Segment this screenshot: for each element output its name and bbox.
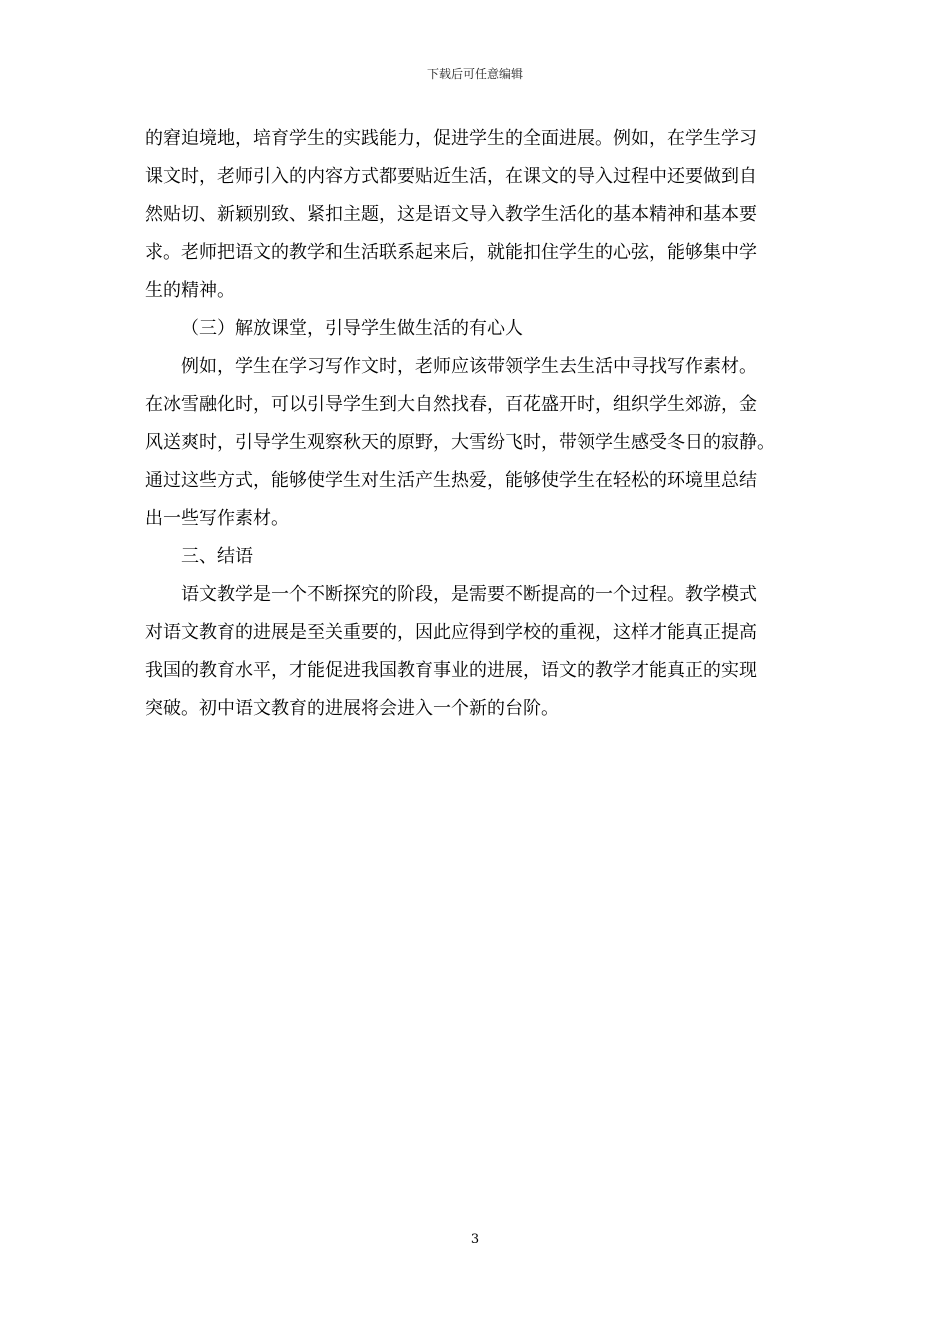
paragraph-line: 我国的教育水平，才能促进我国教育事业的进展，语文的教学才能真正的实现 — [145, 660, 757, 681]
paragraph-line: 语文教学是一个不断探究的阶段，是需要不断提高的一个过程。教学模式 — [181, 584, 757, 605]
paragraph-line: 例如，学生在学习写作文时，老师应该带领学生去生活中寻找写作素材。 — [181, 356, 757, 377]
section-heading: （三）解放课堂，引导学生做生活的有心人 — [181, 318, 523, 339]
page-header: 下载后可任意编辑 — [426, 67, 523, 81]
paragraph-line: 在冰雪融化时，可以引导学生到大自然找春，百花盛开时，组织学生郊游，金 — [145, 394, 757, 415]
document-body — [145, 120, 810, 728]
paragraph-line: 然贴切、新颖别致、紧扣主题，这是语文导入教学生活化的基本精神和基本要 — [145, 204, 757, 225]
paragraph-line: 的窘迫境地，培育学生的实践能力，促进学生的全面进展。例如，在学生学习 — [145, 128, 757, 149]
paragraph-line: 生的精神。 — [145, 280, 235, 301]
paragraph-line: 对语文教育的进展是至关重要的，因此应得到学校的重视，这样才能真正提高 — [145, 622, 757, 643]
paragraph-line: 课文时，老师引入的内容方式都要贴近生活，在课文的导入过程中还要做到自 — [145, 166, 757, 187]
paragraph-line: 求。老师把语文的教学和生活联系起来后，就能扣住学生的心弦，能够集中学 — [145, 242, 757, 263]
page-number: 3 — [470, 1232, 480, 1247]
paragraph-line: 风送爽时，引导学生观察秋天的原野，大雪纷飞时，带领学生感受冬日的寂静。 — [145, 432, 775, 453]
section-heading: 三、结语 — [181, 546, 253, 567]
paragraph-line: 通过这些方式，能够使学生对生活产生热爱，能够使学生在轻松的环境里总结 — [145, 470, 757, 491]
paragraph-line: 出一些写作素材。 — [145, 508, 289, 529]
paragraph-line: 突破。初中语文教育的进展将会进入一个新的台阶。 — [145, 698, 559, 719]
